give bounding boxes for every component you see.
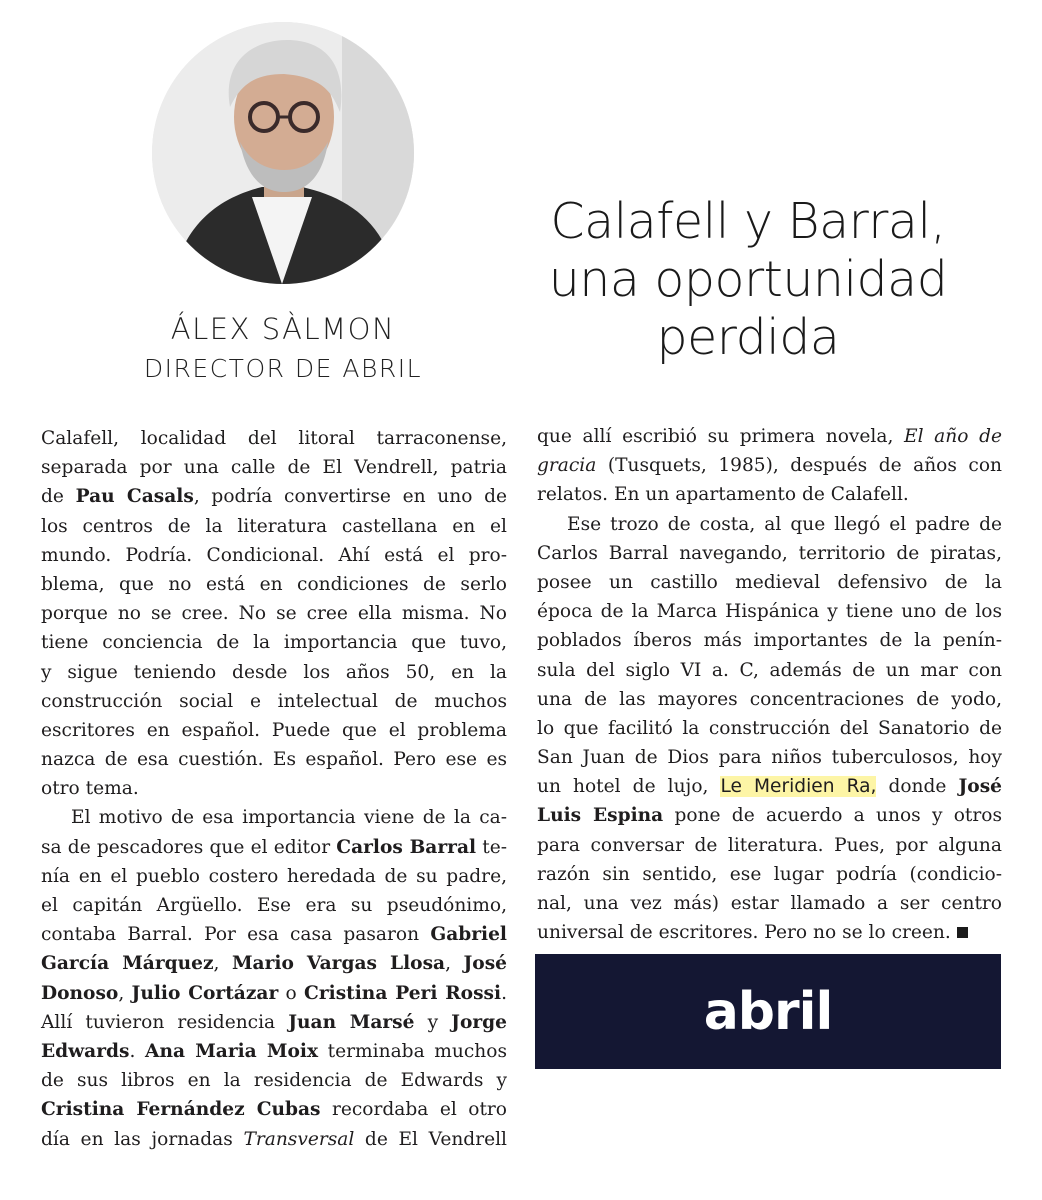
person-name: Cristina Fernández Cubas (41, 1099, 321, 1121)
text-line: porque no se cree. No se cree ella misma. No (41, 603, 507, 625)
text-line: que allí escribió su primera novela, El año de (537, 426, 1002, 447)
book-title: El año de (904, 426, 1002, 447)
text-line: lo que facilitó la construcción del Sanatorio de (537, 717, 1002, 739)
person-name: Ana Maria Moix (145, 1040, 319, 1062)
text-line: razón sin sentido, ese lugar podría (condicio- (537, 863, 1002, 885)
text-line: Edwards. Ana Maria Moix terminaba muchos (41, 1040, 507, 1062)
text-line: Allí tuvieron residencia Juan Marsé y Jorge (41, 1011, 507, 1033)
text-line: El motivo de esa importancia viene de la ca- (71, 807, 507, 829)
headline-line: Calafell y Barral, (550, 193, 946, 250)
text-line: Donoso, Julio Cortázar o Cristina Peri Rossi. (41, 982, 508, 1004)
text-line: nía en el pueblo costero heredada de su padre, (41, 865, 507, 887)
text-line: de Pau Casals, podría convertirse en uno de (41, 486, 507, 508)
text-line: Luis Espina pone de acuerdo a unos y otros (537, 805, 1002, 827)
abril-logo: abril (703, 981, 833, 1042)
text-line: relatos. En un apartamento de Calafell. (537, 484, 909, 506)
author-portrait-image (152, 22, 414, 284)
person-name: José (463, 953, 507, 975)
person-name: Cristina Peri Rossi (304, 982, 502, 1004)
text-line: separada por una calle de El Vendrell, patria (41, 457, 507, 479)
person-name: Juan Marsé (288, 1011, 415, 1033)
text-line: un hotel de lujo, Le Meridien Ra, donde José (537, 776, 1002, 798)
text-line: sula del siglo VI a. C, además de un mar con (537, 659, 1002, 681)
text-line: posee un castillo medieval defensivo de la (537, 571, 1002, 593)
text-line: los centros de la literatura castellana en el (41, 515, 507, 537)
text-line: día en las jornadas Transversal de El Vendrell (41, 1128, 508, 1150)
text-line: nazca de esa cuestión. Es español. Pero ese es (41, 749, 507, 771)
person-name: José (958, 776, 1002, 798)
highlighted-hotel-name: Le Meridien Ra, (720, 776, 877, 798)
text-line: Calafell, localidad del litoral tarraconense, (41, 428, 507, 449)
text-line: gracia (Tusquets, 1985), después de años con (537, 455, 1002, 477)
text-line: San Juan de Dios para niños tuberculosos, hoy (537, 747, 1002, 769)
text-line: blema, que no está en condiciones de serlo (41, 573, 507, 595)
person-name: García Márquez (41, 953, 214, 975)
article-column-right (537, 422, 1002, 947)
author-role: DIRECTOR DE ABRIL (143, 354, 423, 383)
person-name: Julio Cortázar (131, 982, 279, 1004)
text-line: escritores en español. Puede que el problema (41, 719, 507, 741)
event-title: Transversal (243, 1128, 355, 1150)
text-line: universal de escritores. Pero no se lo creen. (537, 918, 1002, 947)
text-line: otro tema. (41, 778, 139, 800)
person-name: Donoso (41, 982, 119, 1004)
author-name: ÁLEX SÀLMON (170, 312, 396, 346)
headline-line: una oportunidad (548, 251, 948, 308)
headline-line: perdida (656, 309, 840, 366)
text-line: Cristina Fernández Cubas recordaba el otro (41, 1099, 507, 1121)
text-line: para conversar de literatura. Pues, por alguna (537, 834, 1002, 856)
text-line: tiene conciencia de la importancia que tuvo, (41, 632, 507, 654)
person-name: Pau Casals (75, 486, 194, 508)
text-line: sa de pescadores que el editor Carlos Barral te- (41, 836, 507, 858)
text-line: época de la Marca Hispánica y tiene uno de los (537, 601, 1002, 623)
text-line: una de las mayores concentraciones de yodo, (537, 688, 1002, 710)
text-line: y sigue teniendo desde los años 50, en la (41, 661, 507, 683)
text-line: García Márquez, Mario Vargas Llosa, José (41, 953, 507, 975)
end-of-article-icon (957, 927, 968, 938)
article-column-left (41, 424, 507, 1154)
person-name: Luis Espina (537, 805, 664, 827)
text-line: nal, una vez más) estar llamado a ser centro (537, 893, 1002, 914)
person-name: Jorge (451, 1011, 507, 1033)
text-line: poblados íberos más importantes de la penín- (537, 630, 1002, 652)
text-line: construcción social e intelectual de muchos (41, 690, 507, 712)
person-name: Carlos Barral (336, 836, 477, 858)
text-line: mundo. Podría. Condicional. Ahí está el pro- (41, 544, 507, 566)
text-line: Ese trozo de costa, al que llegó el padre de (567, 513, 1002, 535)
abril-logo-banner (535, 954, 1001, 1069)
text-line: contaba Barral. Por esa casa pasaron Gabriel (41, 924, 507, 946)
person-name: Gabriel (430, 924, 507, 946)
text-line: Carlos Barral navegando, territorio de piratas, (537, 542, 1002, 564)
text-line: el capitán Argüello. Ese era su pseudónimo, (41, 895, 507, 916)
book-title: gracia (537, 455, 597, 477)
author-photo (152, 22, 414, 284)
person-name: Edwards (41, 1040, 130, 1062)
person-name: Mario Vargas Llosa (231, 953, 446, 975)
article-headline (520, 193, 976, 367)
text-line: de sus libros en la residencia de Edwards y (41, 1070, 507, 1092)
